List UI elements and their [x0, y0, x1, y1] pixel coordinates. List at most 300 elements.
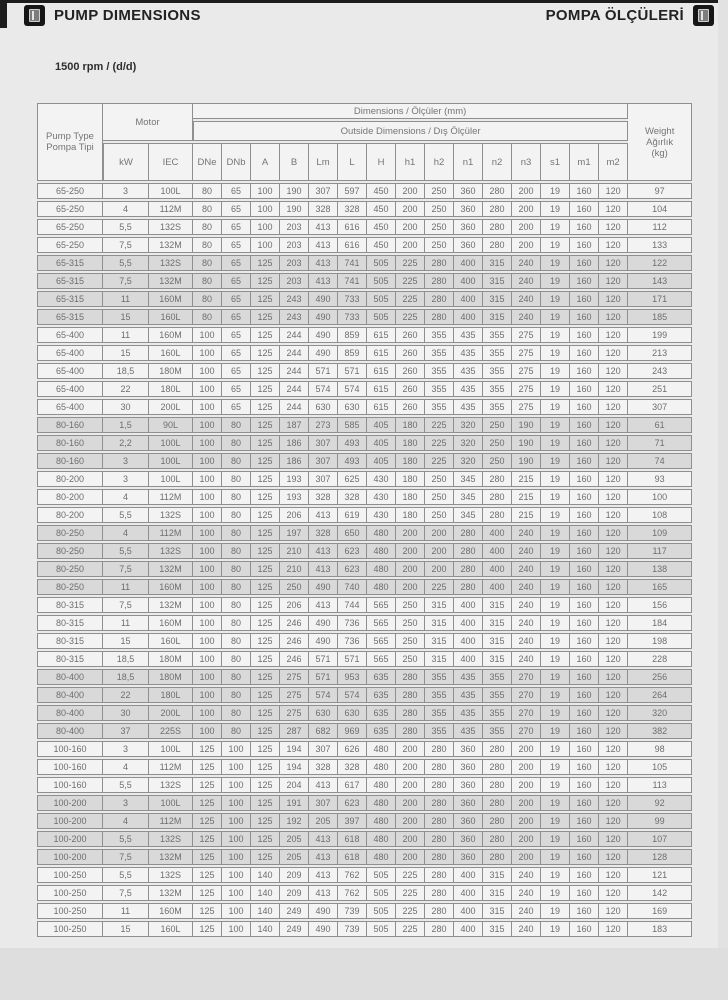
- value-cell: 574: [309, 381, 338, 397]
- header-row-columns: [37, 143, 692, 181]
- column-header-l: L: [338, 143, 367, 181]
- value-cell: 435: [454, 399, 483, 415]
- value-cell: 240: [512, 615, 541, 631]
- value-cell: 250: [483, 435, 512, 451]
- value-cell: 18,5: [103, 651, 149, 667]
- pump-type-cell: 80-400: [37, 669, 103, 685]
- value-cell: 280: [483, 777, 512, 793]
- value-cell: 355: [425, 363, 454, 379]
- value-cell: 160L: [149, 309, 193, 325]
- value-cell: 315: [483, 273, 512, 289]
- value-cell: 435: [454, 687, 483, 703]
- value-cell: 275: [280, 705, 309, 721]
- value-cell: 160: [570, 777, 599, 793]
- value-cell: 400: [454, 309, 483, 325]
- value-cell: 360: [454, 219, 483, 235]
- value-cell: 80: [222, 705, 251, 721]
- table-row: [37, 831, 692, 847]
- value-cell: 200: [512, 183, 541, 199]
- value-cell: 200: [396, 219, 425, 235]
- value-cell: 355: [425, 669, 454, 685]
- value-cell: 19: [541, 687, 570, 703]
- value-cell: 225: [396, 273, 425, 289]
- value-cell: 280: [483, 741, 512, 757]
- value-cell: 160L: [149, 345, 193, 361]
- value-cell: 360: [454, 183, 483, 199]
- value-cell: 280: [483, 237, 512, 253]
- value-cell: 280: [454, 525, 483, 541]
- value-cell: 250: [280, 579, 309, 595]
- value-cell: 125: [251, 651, 280, 667]
- value-cell: 400: [454, 615, 483, 631]
- value-cell: 200: [512, 237, 541, 253]
- value-cell: 740: [338, 579, 367, 595]
- value-cell: 5,5: [103, 831, 149, 847]
- value-cell: 100: [193, 561, 222, 577]
- value-cell: 80: [222, 453, 251, 469]
- value-cell: 125: [251, 399, 280, 415]
- value-cell: 120: [599, 741, 628, 757]
- header-left: [24, 5, 201, 26]
- value-cell: 125: [193, 831, 222, 847]
- value-cell: 100: [222, 777, 251, 793]
- table-row: [37, 417, 692, 433]
- pump-type-cell: 80-200: [37, 471, 103, 487]
- value-cell: 405: [367, 435, 396, 451]
- value-cell: 616: [338, 219, 367, 235]
- value-cell: 200: [512, 795, 541, 811]
- value-cell: 617: [338, 777, 367, 793]
- value-cell: 400: [454, 903, 483, 919]
- value-cell: 400: [454, 597, 483, 613]
- value-cell: 275: [280, 669, 309, 685]
- value-cell: 565: [367, 633, 396, 649]
- table-row: [37, 363, 692, 379]
- value-cell: 280: [483, 759, 512, 775]
- value-cell: 186: [280, 435, 309, 451]
- value-cell: 574: [338, 381, 367, 397]
- value-cell: 160: [570, 849, 599, 865]
- value-cell: 240: [512, 867, 541, 883]
- value-cell: 200: [512, 831, 541, 847]
- column-header-n1: n1: [454, 143, 483, 181]
- value-cell: 132M: [149, 237, 193, 253]
- pump-type-cell: 65-400: [37, 345, 103, 361]
- value-cell: 240: [512, 597, 541, 613]
- value-cell: 215: [512, 471, 541, 487]
- value-cell: 250: [396, 633, 425, 649]
- value-cell: 120: [599, 381, 628, 397]
- value-cell: 160: [570, 705, 599, 721]
- value-cell: 565: [367, 597, 396, 613]
- value-cell: 117: [628, 543, 692, 559]
- pump-type-cell: 100-160: [37, 759, 103, 775]
- value-cell: 355: [483, 687, 512, 703]
- value-cell: 400: [454, 651, 483, 667]
- value-cell: 315: [483, 291, 512, 307]
- value-cell: 120: [599, 795, 628, 811]
- value-cell: 125: [251, 489, 280, 505]
- value-cell: 160: [570, 651, 599, 667]
- value-cell: 100: [222, 813, 251, 829]
- value-cell: 480: [367, 561, 396, 577]
- value-cell: 225: [425, 453, 454, 469]
- value-cell: 125: [251, 579, 280, 595]
- value-cell: 355: [483, 381, 512, 397]
- value-cell: 246: [280, 633, 309, 649]
- value-cell: 80: [222, 579, 251, 595]
- value-cell: 125: [251, 597, 280, 613]
- value-cell: 315: [425, 615, 454, 631]
- value-cell: 225: [396, 867, 425, 883]
- value-cell: 125: [251, 363, 280, 379]
- value-cell: 122: [628, 255, 692, 271]
- table-row: [37, 921, 692, 937]
- value-cell: 320: [454, 417, 483, 433]
- value-cell: 22: [103, 381, 149, 397]
- value-cell: 2,2: [103, 435, 149, 451]
- value-cell: 307: [628, 399, 692, 415]
- value-cell: 19: [541, 291, 570, 307]
- value-cell: 5,5: [103, 543, 149, 559]
- table-row: [37, 903, 692, 919]
- header-right: [546, 5, 714, 26]
- value-cell: 250: [425, 183, 454, 199]
- value-cell: 198: [628, 633, 692, 649]
- value-cell: 100: [222, 903, 251, 919]
- pump-type-cell: 80-400: [37, 705, 103, 721]
- value-cell: 107: [628, 831, 692, 847]
- table-row: [37, 759, 692, 775]
- value-cell: 270: [512, 687, 541, 703]
- value-cell: 180L: [149, 687, 193, 703]
- value-cell: 741: [338, 273, 367, 289]
- value-cell: 132S: [149, 219, 193, 235]
- value-cell: 80: [193, 183, 222, 199]
- value-cell: 280: [425, 759, 454, 775]
- value-cell: 280: [425, 741, 454, 757]
- value-cell: 360: [454, 741, 483, 757]
- table-row: [37, 507, 692, 523]
- value-cell: 160: [570, 741, 599, 757]
- value-cell: 194: [280, 741, 309, 757]
- value-cell: 250: [483, 453, 512, 469]
- pump-type-cell: 100-160: [37, 741, 103, 757]
- value-cell: 225: [396, 921, 425, 937]
- value-cell: 256: [628, 669, 692, 685]
- value-cell: 565: [367, 615, 396, 631]
- value-cell: 225: [396, 903, 425, 919]
- value-cell: 280: [396, 705, 425, 721]
- value-cell: 160M: [149, 615, 193, 631]
- value-cell: 160: [570, 255, 599, 271]
- value-cell: 360: [454, 759, 483, 775]
- value-cell: 205: [280, 849, 309, 865]
- value-cell: 100: [222, 849, 251, 865]
- pump-type-cell: 65-400: [37, 399, 103, 415]
- value-cell: 160: [570, 273, 599, 289]
- value-cell: 615: [367, 399, 396, 415]
- value-cell: 19: [541, 435, 570, 451]
- page-edge-shadow: [718, 0, 728, 1000]
- left-edge-bar: [0, 0, 7, 28]
- value-cell: 240: [512, 525, 541, 541]
- value-cell: 19: [541, 795, 570, 811]
- table-row: [37, 777, 692, 793]
- pump-type-cell: 100-250: [37, 885, 103, 901]
- value-cell: 65: [222, 363, 251, 379]
- value-cell: 505: [367, 921, 396, 937]
- value-cell: 200: [396, 795, 425, 811]
- value-cell: 97: [628, 183, 692, 199]
- value-cell: 240: [512, 273, 541, 289]
- value-cell: 125: [251, 543, 280, 559]
- value-cell: 574: [309, 687, 338, 703]
- value-cell: 19: [541, 399, 570, 415]
- value-cell: 80: [222, 561, 251, 577]
- value-cell: 450: [367, 237, 396, 253]
- value-cell: 120: [599, 651, 628, 667]
- value-cell: 328: [338, 201, 367, 217]
- table-body: [37, 183, 692, 937]
- value-cell: 19: [541, 633, 570, 649]
- value-cell: 859: [338, 345, 367, 361]
- value-cell: 125: [193, 813, 222, 829]
- value-cell: 120: [599, 453, 628, 469]
- value-cell: 180: [396, 471, 425, 487]
- header-weight: [628, 103, 692, 181]
- table-row: [37, 687, 692, 703]
- value-cell: 280: [483, 183, 512, 199]
- value-cell: 260: [396, 363, 425, 379]
- value-cell: 90L: [149, 417, 193, 433]
- value-cell: 200: [396, 183, 425, 199]
- value-cell: 160: [570, 309, 599, 325]
- value-cell: 250: [425, 507, 454, 523]
- value-cell: 80: [193, 291, 222, 307]
- value-cell: 125: [251, 255, 280, 271]
- value-cell: 65: [222, 273, 251, 289]
- value-cell: 4: [103, 201, 149, 217]
- value-cell: 400: [483, 561, 512, 577]
- value-cell: 490: [309, 291, 338, 307]
- value-cell: 250: [483, 417, 512, 433]
- value-cell: 249: [280, 903, 309, 919]
- value-cell: 270: [512, 723, 541, 739]
- column-header-kw: kW: [103, 143, 149, 181]
- value-cell: 100: [193, 687, 222, 703]
- value-cell: 413: [309, 561, 338, 577]
- value-cell: 618: [338, 849, 367, 865]
- value-cell: 120: [599, 219, 628, 235]
- value-cell: 280: [454, 579, 483, 595]
- value-cell: 7,5: [103, 561, 149, 577]
- value-cell: 250: [425, 471, 454, 487]
- value-cell: 160M: [149, 903, 193, 919]
- value-cell: 280: [425, 921, 454, 937]
- column-header-iec: IEC: [149, 143, 193, 181]
- value-cell: 100: [193, 669, 222, 685]
- value-cell: 19: [541, 885, 570, 901]
- value-cell: 200: [396, 777, 425, 793]
- value-cell: 125: [251, 435, 280, 451]
- value-cell: 80: [193, 309, 222, 325]
- value-cell: 132S: [149, 255, 193, 271]
- value-cell: 80: [193, 273, 222, 289]
- value-cell: 315: [425, 651, 454, 667]
- value-cell: 280: [425, 291, 454, 307]
- value-cell: 65: [222, 255, 251, 271]
- value-cell: 565: [367, 651, 396, 667]
- value-cell: 280: [396, 687, 425, 703]
- value-cell: 200: [425, 561, 454, 577]
- value-cell: 571: [338, 651, 367, 667]
- value-cell: 132S: [149, 831, 193, 847]
- value-cell: 360: [454, 237, 483, 253]
- value-cell: 125: [251, 561, 280, 577]
- value-cell: 160: [570, 759, 599, 775]
- value-cell: 112: [628, 219, 692, 235]
- value-cell: 7,5: [103, 597, 149, 613]
- value-cell: 125: [251, 633, 280, 649]
- value-cell: 125: [251, 291, 280, 307]
- value-cell: 200: [396, 849, 425, 865]
- value-cell: 132S: [149, 507, 193, 523]
- value-cell: 74: [628, 453, 692, 469]
- value-cell: 203: [280, 219, 309, 235]
- value-cell: 400: [454, 885, 483, 901]
- value-cell: 125: [251, 525, 280, 541]
- value-cell: 3: [103, 795, 149, 811]
- value-cell: 260: [396, 399, 425, 415]
- value-cell: 125: [251, 615, 280, 631]
- value-cell: 435: [454, 723, 483, 739]
- value-cell: 480: [367, 759, 396, 775]
- value-cell: 200: [396, 831, 425, 847]
- value-cell: 400: [454, 633, 483, 649]
- value-cell: 180M: [149, 669, 193, 685]
- value-cell: 413: [309, 831, 338, 847]
- value-cell: 186: [280, 453, 309, 469]
- value-cell: 315: [483, 921, 512, 937]
- value-cell: 160: [570, 525, 599, 541]
- value-cell: 125: [251, 345, 280, 361]
- value-cell: 435: [454, 363, 483, 379]
- value-cell: 19: [541, 741, 570, 757]
- value-cell: 280: [425, 831, 454, 847]
- value-cell: 435: [454, 669, 483, 685]
- value-cell: 65: [222, 183, 251, 199]
- value-cell: 505: [367, 309, 396, 325]
- value-cell: 125: [251, 453, 280, 469]
- value-cell: 19: [541, 327, 570, 343]
- value-cell: 193: [280, 471, 309, 487]
- value-cell: 160: [570, 345, 599, 361]
- value-cell: 623: [338, 561, 367, 577]
- value-cell: 190: [512, 435, 541, 451]
- value-cell: 100L: [149, 795, 193, 811]
- value-cell: 100: [193, 633, 222, 649]
- value-cell: 190: [280, 201, 309, 217]
- value-cell: 480: [367, 795, 396, 811]
- value-cell: 505: [367, 903, 396, 919]
- value-cell: 132S: [149, 543, 193, 559]
- value-cell: 280: [425, 849, 454, 865]
- value-cell: 630: [338, 705, 367, 721]
- value-cell: 180M: [149, 651, 193, 667]
- value-cell: 244: [280, 399, 309, 415]
- value-cell: 315: [425, 633, 454, 649]
- column-header-n3: n3: [512, 143, 541, 181]
- value-cell: 275: [512, 345, 541, 361]
- value-cell: 315: [483, 651, 512, 667]
- pump-type-cell: 80-250: [37, 561, 103, 577]
- table-row: [37, 669, 692, 685]
- table-row: [37, 579, 692, 595]
- value-cell: 120: [599, 615, 628, 631]
- value-cell: 210: [280, 543, 309, 559]
- table-head: [37, 103, 692, 181]
- value-cell: 125: [193, 777, 222, 793]
- value-cell: 100: [193, 399, 222, 415]
- value-cell: 108: [628, 507, 692, 523]
- value-cell: 480: [367, 525, 396, 541]
- value-cell: 328: [309, 759, 338, 775]
- header-weight-tr: Ağırlık: [646, 136, 674, 148]
- value-cell: 243: [280, 291, 309, 307]
- value-cell: 505: [367, 885, 396, 901]
- pump-type-cell: 100-250: [37, 903, 103, 919]
- value-cell: 160: [570, 831, 599, 847]
- value-cell: 100: [193, 543, 222, 559]
- value-cell: 320: [628, 705, 692, 721]
- value-cell: 228: [628, 651, 692, 667]
- value-cell: 160L: [149, 921, 193, 937]
- value-cell: 213: [628, 345, 692, 361]
- value-cell: 19: [541, 453, 570, 469]
- value-cell: 480: [367, 849, 396, 865]
- value-cell: 19: [541, 273, 570, 289]
- value-cell: 100L: [149, 741, 193, 757]
- value-cell: 355: [483, 705, 512, 721]
- table-row: [37, 723, 692, 739]
- pump-type-cell: 80-200: [37, 507, 103, 523]
- value-cell: 762: [338, 885, 367, 901]
- value-cell: 5,5: [103, 255, 149, 271]
- value-cell: 355: [425, 381, 454, 397]
- pump-type-cell: 65-315: [37, 291, 103, 307]
- value-cell: 450: [367, 219, 396, 235]
- value-cell: 969: [338, 723, 367, 739]
- value-cell: 360: [454, 849, 483, 865]
- value-cell: 200: [512, 759, 541, 775]
- value-cell: 140: [251, 885, 280, 901]
- value-cell: 65: [222, 237, 251, 253]
- value-cell: 125: [251, 813, 280, 829]
- value-cell: 160: [570, 471, 599, 487]
- value-cell: 200L: [149, 399, 193, 415]
- value-cell: 120: [599, 921, 628, 937]
- table-row: [37, 255, 692, 271]
- table-row: [37, 867, 692, 883]
- value-cell: 120: [599, 597, 628, 613]
- value-cell: 19: [541, 669, 570, 685]
- value-cell: 3: [103, 741, 149, 757]
- pump-type-cell: 65-315: [37, 255, 103, 271]
- header-weight-unit: (kg): [651, 147, 668, 159]
- value-cell: 160: [570, 507, 599, 523]
- value-cell: 505: [367, 255, 396, 271]
